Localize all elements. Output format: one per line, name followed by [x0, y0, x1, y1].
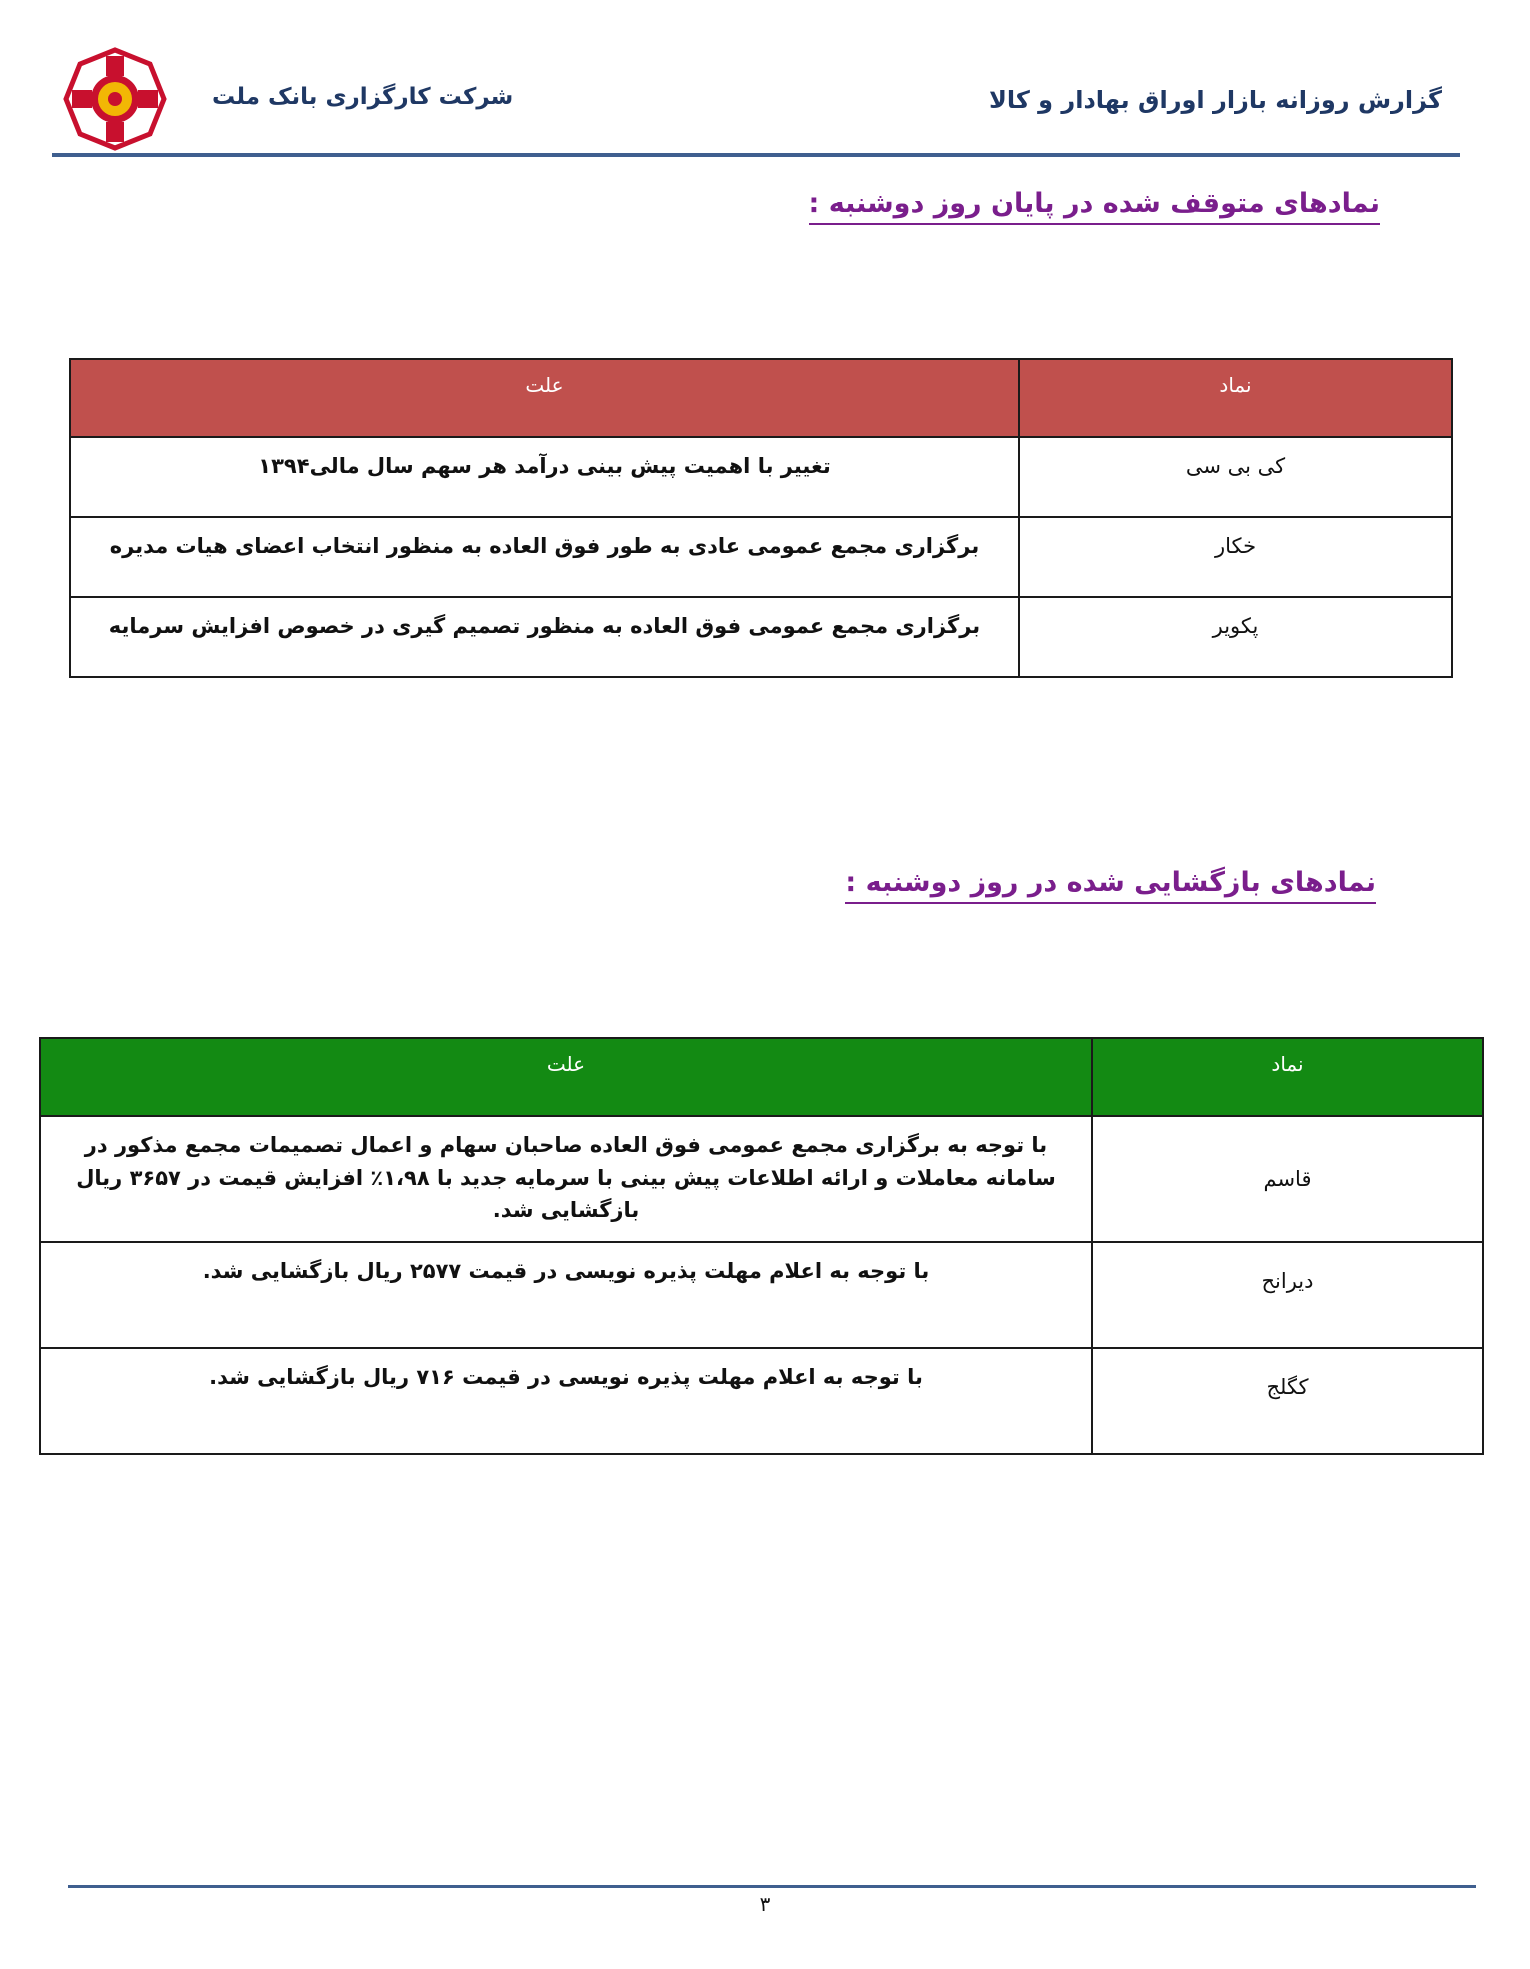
halted-symbols-heading: نمادهای متوقف شده در پایان روز دوشنبه : — [809, 188, 1381, 225]
symbol-cell: خکار — [1019, 517, 1452, 597]
header-divider — [52, 153, 1460, 157]
bank-mellat-logo-icon — [62, 46, 168, 152]
table-header-row — [40, 1038, 1483, 1116]
reason-cell: برگزاری مجمع عمومی فوق العاده به منظور تصمیم گیری در خصوص افزایش سرمایه — [70, 597, 1019, 677]
halted-symbols-table — [69, 358, 1453, 678]
reason-cell: تغییر با اهمیت پیش بینی درآمد هر سهم سال مالی۱۳۹۴ — [70, 437, 1019, 517]
symbol-column-header: نماد — [1019, 359, 1452, 437]
table-row — [70, 597, 1452, 677]
symbol-cell: کی بی سی — [1019, 437, 1452, 517]
reopened-symbols-table — [39, 1037, 1484, 1455]
symbol-cell: دیرانح — [1092, 1242, 1483, 1348]
company-name: شرکت کارگزاری بانک ملت — [212, 84, 514, 110]
symbol-column-header: نماد — [1092, 1038, 1483, 1116]
report-title: گزارش روزانه بازار اوراق بهادار و کالا — [988, 86, 1442, 114]
symbol-cell: پکویر — [1019, 597, 1452, 677]
table-row — [70, 437, 1452, 517]
page-number: ۳ — [759, 1892, 771, 1916]
table-row — [40, 1242, 1483, 1348]
table-header-row — [70, 359, 1452, 437]
table-row — [40, 1348, 1483, 1454]
symbol-cell: کگلج — [1092, 1348, 1483, 1454]
table-row — [40, 1116, 1483, 1242]
footer-divider — [68, 1885, 1476, 1888]
reason-cell: با توجه به برگزاری مجمع عمومی فوق العاده صاحبان سهام و اعمال تصمیمات مجمع مذکور در سامانه معاملات و ارائه اطلاعات پیش بینی با سرمایه جدید با ۱،۹۸٪ افزایش قیمت در ۳۶۵۷ ریال بازگشایی شد. — [40, 1116, 1092, 1242]
reason-cell: با توجه به اعلام مهلت پذیره نویسی در قیمت ۲۵۷۷ ریال بازگشایی شد. — [40, 1242, 1092, 1348]
reason-column-header: علت — [40, 1038, 1092, 1116]
table-row — [70, 517, 1452, 597]
reason-cell: با توجه به اعلام مهلت پذیره نویسی در قیمت ۷۱۶ ریال بازگشایی شد. — [40, 1348, 1092, 1454]
company-logo — [62, 46, 168, 152]
reopened-symbols-heading: نمادهای بازگشایی شده در روز دوشنبه : — [845, 867, 1376, 904]
reason-column-header: علت — [70, 359, 1019, 437]
symbol-cell: قاسم — [1092, 1116, 1483, 1242]
reason-cell: برگزاری مجمع عمومی عادی به طور فوق العاده به منظور انتخاب اعضای هیات مدیره — [70, 517, 1019, 597]
